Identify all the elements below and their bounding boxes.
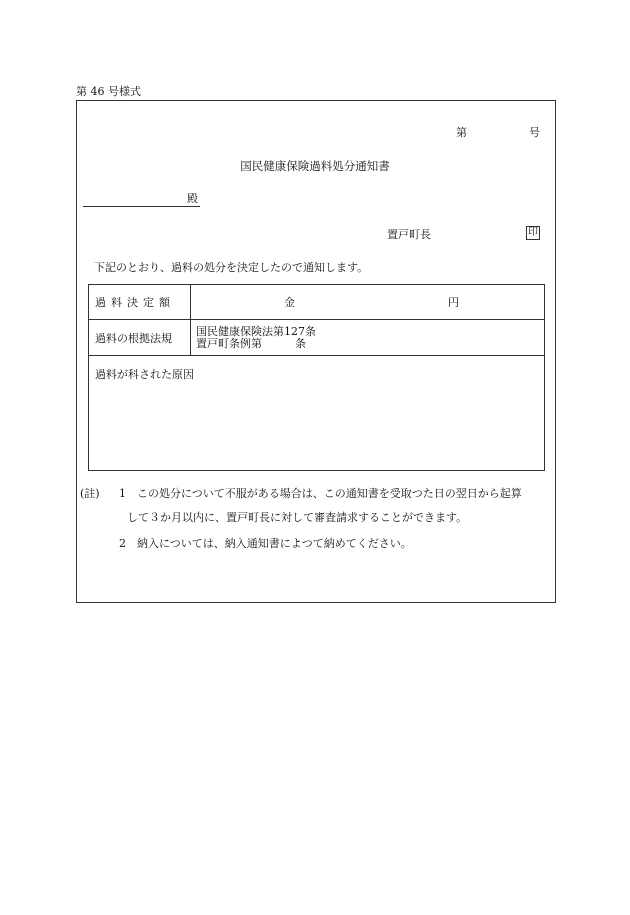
note-1-continuation: して３か月以内に、置戸町長に対して審査請求することができます。: [127, 511, 468, 524]
addressee-honorific: 殿: [187, 192, 198, 205]
law-label: 過料の根拠法規: [95, 331, 172, 345]
addressee-blank-line: [83, 206, 200, 207]
amount-prefix: 金: [284, 296, 295, 309]
amount-value-cell: [191, 285, 545, 320]
amount-unit: 円: [448, 296, 459, 309]
amount-label-cell: [89, 285, 191, 320]
note-mark: (註): [80, 487, 100, 500]
form-number: 第 46 号様式: [76, 85, 141, 98]
note-2-number: 2: [119, 537, 126, 550]
document-number-prefix: 第: [456, 126, 467, 139]
law-line-2: 置戸町条例第 条: [196, 336, 306, 350]
law-label-cell: [89, 320, 191, 356]
document-number-suffix: 号: [529, 126, 540, 139]
law-value-cell: [191, 320, 545, 356]
law-row: [89, 320, 545, 356]
note-2-text: 納入については、納入通知書によつて納めてください。: [137, 537, 412, 550]
note-1-text: この処分について不服がある場合は、この通知書を受取つた日の翌日から起算: [137, 487, 522, 500]
seal-mark: 印: [528, 227, 538, 238]
issuer-title: 置戸町長: [387, 228, 431, 241]
reason-cell: [89, 356, 545, 471]
amount-label: 過料決定額: [95, 296, 175, 309]
reason-label: 過料が科された原因: [95, 368, 194, 381]
amount-row: [89, 285, 545, 320]
intro-text: 下記のとおり、過料の処分を決定したので通知します。: [94, 261, 369, 274]
reason-row: [89, 356, 545, 471]
penalty-details-table: [88, 284, 545, 471]
document-title: 国民健康保険過料処分通知書: [240, 159, 390, 173]
note-1-number: 1: [119, 487, 126, 500]
law-line-1: 国民健康保険法第127条: [196, 324, 316, 338]
